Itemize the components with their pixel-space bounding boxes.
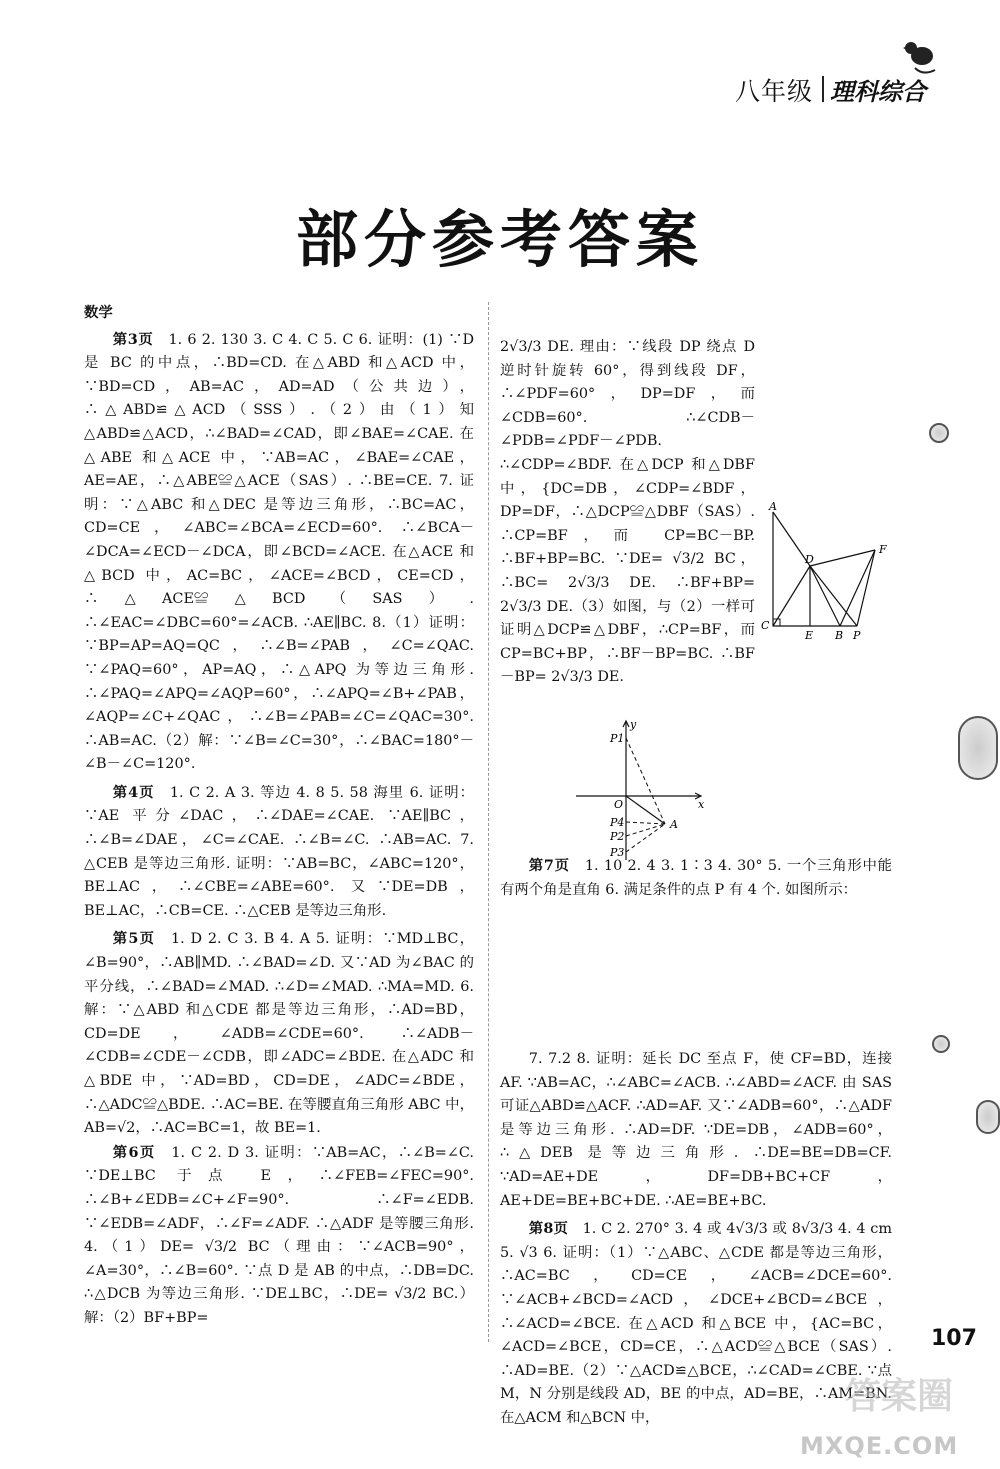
answer-page-8: 第8页 1. C 2. 270° 3. 4 或 4√3/3 或 8√3/3 4. 4 cm 5. √3 6. 证明：（1）∵△ABC、△CDE 都是等边三角形，∴AC=BC，CD=CE，∠ACB=∠DCE=60°. ∵∠ACB+∠BCD=∠ACD，∠DCE+∠BCD=∠BCE，∴∠ACD=∠BCE. 在△ACD 和△BCE 中，{AC=BC，∠ACD=∠BCE，CD=CE，∴△ACD≌△BCE（SAS）. ∴AD=BE.（2）∵△ACD≌△BCE，∴∠CAD=∠CBE. ∵点 M，N 分别是线段 AD，BE 的中点，AD=BE，∴AM=BN. 在△ACM 和△BCN 中， (500, 1220, 892, 1426)
figure-label: A (769, 500, 777, 513)
figure-label: O (614, 798, 624, 811)
watermark-logo: 答案圈 (845, 1376, 954, 1417)
header-grade: 八年级 (735, 77, 814, 106)
figure-label: P3 (610, 846, 625, 859)
binding-ring-icon (958, 716, 998, 780)
figure-label: P (853, 629, 861, 642)
watermark-url: MXQE.COM (800, 1432, 959, 1460)
figure-label: P1 (610, 732, 625, 745)
section-heading: 数学 (84, 305, 113, 321)
figure-label: E (805, 629, 814, 642)
figure-label: B (835, 629, 844, 642)
answer-page-3: 第3页 1. 6 2. 130 3. C 4. C 5. C 6. 证明：(1) ∵D 是 BC 的中点，∴BD=CD. 在△ABD 和△ACD 中，∵BD=CD，AB=AC，AD=AD（公共边），∴△ABD≌△ACD（SSS）.（2）由（1）知△ABD≌△ACD，∴∠BAD=∠CAD，即∠BAE=∠CAE. 在△ABE 和△ACE 中，∵AB=AC，∠BAE=∠CAE，AE=AE，∴△ABE≌△ACE（SAS）. ∴BE=CE. 7. 证明：∵△ABC 和△DEC 是等边三角形，∴BC=AC，CD=CE，∠ABC=∠BCA=∠ECD=60°. ∴∠BCA－∠DCA=∠ECD－∠DCA，即∠BCD=∠ACE. 在△ACE 和△BCD 中，AC=BC，∠ACE=∠BCD，CE=CD，∴△ACE≌△BCD（SAS）. ∴∠EAC=∠DBC=60°=∠ACB. ∴AE∥BC. 8.（1）证明：∵BP=AP=AQ=QC，∴∠B=∠PAB，∠C=∠QAC. ∵∠PAQ=60°，AP=AQ，∴△APQ 为等边三角形. ∴∠PAQ=∠APQ=∠AQP=60°，∴∠APQ=∠B+∠PAB，∠AQP=∠C+∠QAC，∴∠B=∠PAB=∠C=∠QAC=30°. ∴AB=AC.（2）解：∵∠B=∠C=30°，∴∠BAC=180°－∠B－∠C=120°. (84, 330, 474, 773)
page-number: 107 (931, 1326, 977, 1351)
axis-label-y: y (630, 718, 637, 731)
answer-page-7-continued: 7. 7.2 8. 证明：延长 DC 至点 F，使 CF=BD，连接 AF. ∵AB=AC，∴∠ABC=∠ACB. ∴∠ABD=∠ACF. 由 SAS 可证△ABD≌△ACF. ∴AD=AF. 又∵∠ADB=60°，∴△ADF 是等边三角形. ∴AD=DF. ∵DE=DB，∠ADB=60°，∴△DEB 是等边三角形. ∴DE=BE=DB=CF. ∵AD=AE+DE，DF=DB+BC+CF，AE+DE=BE+BC+DE. ∴AE=BE+BC. (500, 1051, 892, 1209)
figure-label: A (670, 818, 678, 831)
coordinate-figure (570, 718, 710, 868)
bird-icon (895, 38, 945, 78)
axis-label-x: x (698, 798, 705, 811)
figure-label: C (761, 619, 770, 632)
binding-ring-icon (932, 1035, 950, 1053)
figure-label: P4 (610, 816, 625, 829)
binding-ring-icon (976, 1100, 1000, 1134)
answer-page-6-continued: 2√3/3 DE. 理由：∵线段 DP 绕点 D 逆时针旋转 60°，得到线段 DF，∴∠PDF=60°，DP=DF，而∠CDB=60°. ∴∠CDB－∠PDB=∠PDF－∠PDB. ∴∠CDP=∠BDF. 在△DCP 和△DBF 中，{DC=DB，∠CDP=∠BDF，DP=DF，∴△DCP≌△DBF（SAS）. ∴CP=BF，而 CP=BC－BP. ∴BF+BP=BC. ∵DE= √3/2 BC，∴BC= 2√3/3 DE. ∴BF+BP= 2√3/3 DE.（3）如图，与（2）一样可证明△DCP≌△DBF，∴CP=BF，而 CP=BC+BP，∴BF－BP=BC. ∴BF－BP= 2√3/3 DE. (500, 339, 755, 686)
answer-page-7: 第7页 1. 10 2. 4 3. 1∶3 4. 30° 5. 一个三角形中能有两个角是直角 6. 满足条件的点 P 有 4 个. 如图所示： (500, 856, 892, 898)
figure-label: D (805, 553, 814, 566)
binding-ring-icon (929, 423, 949, 443)
answers-left-column (84, 302, 474, 1331)
answer-page-6: 第6页 1. C 2. D 3. 证明：∵AB=AC，∴∠B=∠C. ∵DE⊥BC 于点 E，∴∠FEB=∠FEC=90°. ∴∠B+∠EDB=∠C+∠F=90°. ∴∠F=∠EDB. ∵∠EDB=∠ADF，∴∠F=∠ADF. ∴△ADF 是等腰三角形. 4.（1）DE= √3/2 BC（理由：∵∠ACB=90°，∠A=30°，∴∠B=60°. ∵点 D 是 AB 的中点，∴DB=DC. ∴△DCB 为等边三角形. ∵DE⊥BC，∴DE= √3/2 BC.） 解：（2）BF+BP= (84, 1143, 474, 1326)
figure-label: F (879, 543, 887, 556)
answer-page-4: 第4页 1. C 2. A 3. 等边 4. 8 5. 58 海里 6. 证明：∵AE 平分∠DAC，∴∠DAE=∠CAE. ∵AE∥BC，∴∠B=∠DAE，∠C=∠CAE. ∴∠B=∠C. ∴AB=AC. 7. △CEB 是等边三角形. 证明：∵AB=BC，∠ABC=120°，BE⊥AC，∴∠CBE=∠ABE=60°. 又∵DE=DB，BE⊥AC，∴CB=CE. ∴△CEB 是等边三角形. (84, 783, 474, 919)
answer-page-5: 第5页 1. D 2. C 3. B 4. A 5. 证明：∵MD⊥BC，∠B=90°，∴AB∥MD. ∴∠BAD=∠D. 又∵AD 为∠BAC 的平分线，∴∠BAD=∠MAD. ∴∠D=∠MAD. ∴MA=MD. 6. 解：∵△ABD 和△CDE 都是等边三角形，∴AD=BD，CD=DE，∠ADB=∠CDE=60°. ∴∠ADB－∠CDB=∠CDE－∠CDB，即∠ADC=∠BDE. 在△ADC 和△BDE 中，∵AD=BD，CD=DE，∠ADC=∠BDE，∴△ADC≌△BDE. ∴AC=BE. 在等腰直角三角形 ABC 中，AB=√2，∴AC=BC=1，故 BE=1. (84, 930, 474, 1137)
figure-label: P2 (610, 830, 625, 843)
column-divider (488, 302, 489, 1342)
geometry-figure-triangle (755, 498, 895, 648)
header-separator (822, 76, 824, 102)
header-subject: 理科综合 (830, 78, 926, 106)
page-title: 部分参考答案 (295, 203, 704, 276)
